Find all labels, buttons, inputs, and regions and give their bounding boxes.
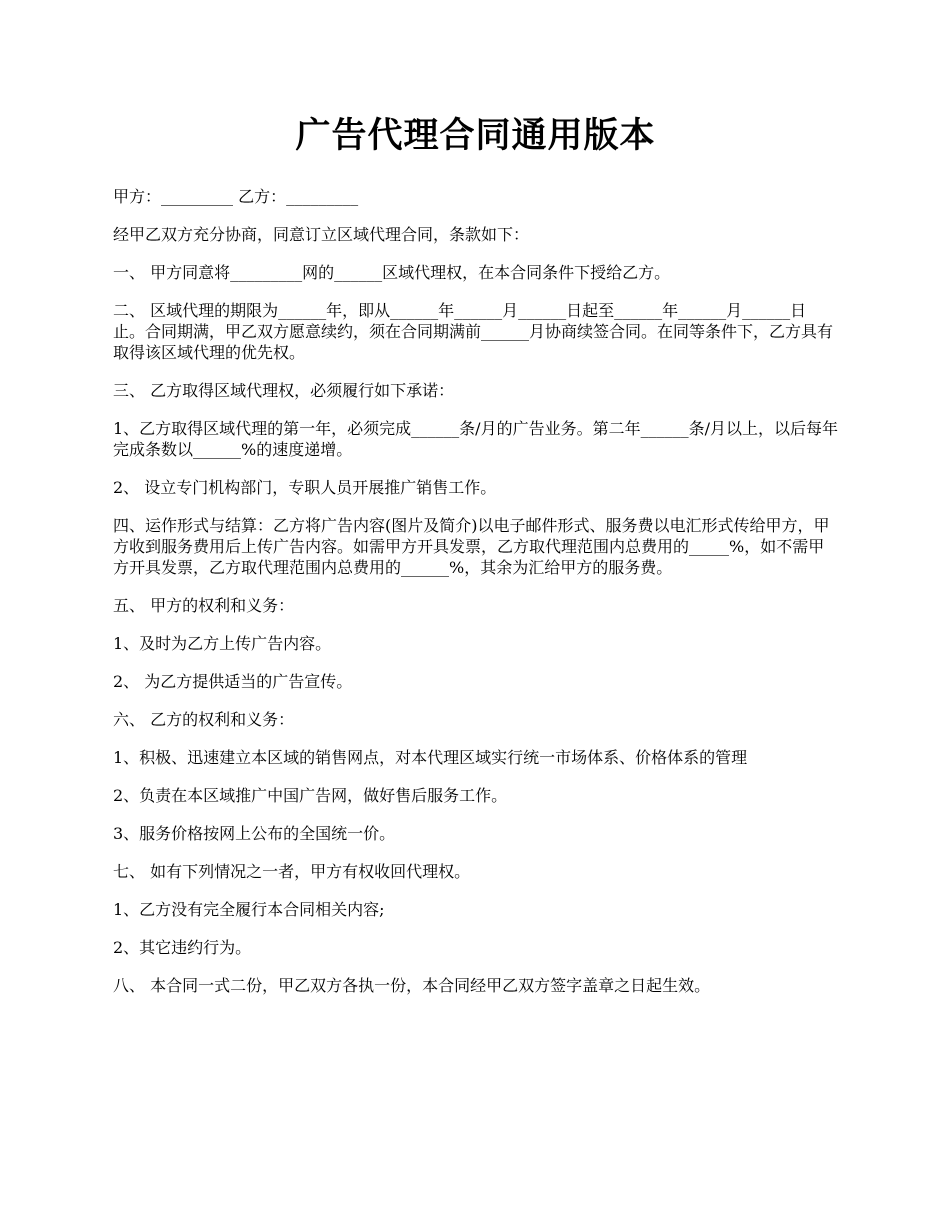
clause-3-item-2: 2、 设立专门机构部门，专职人员开展推广销售工作。 — [113, 478, 497, 497]
clause-5-item-2: 2、 为乙方提供适当的广告宣传。 — [113, 672, 353, 691]
clause-2: 二、 区域代理的期限为______年，即从______年______月______日起至______年______月______日止。合同期满，甲乙双方愿意续约，须在合同期满前______月协商续签合同。在同等条件下，乙方具有取得该区域代理的优先权。 — [113, 301, 834, 362]
clause-7-heading: 七、 如有下列情况之一者，甲方有权收回代理权。 — [113, 862, 471, 881]
clause-6-item-3: 3、服务价格按网上公布的全国统一价。 — [113, 824, 396, 843]
parties-line: 甲方：_________ 乙方：_________ — [113, 187, 359, 206]
clause-3-heading: 三、 乙方取得区域代理权，必须履行如下承诺： — [113, 381, 455, 400]
document-title: 广告代理合同通用版本 — [295, 115, 656, 156]
clause-7-item-1: 1、乙方没有完全履行本合同相关内容; — [113, 900, 385, 919]
clause-1: 一、 甲方同意将_________网的______区域代理权，在本合同条件下授给乙方。 — [113, 263, 671, 282]
clause-7-item-2: 2、其它违约行为。 — [113, 938, 252, 957]
clause-6-heading: 六、 乙方的权利和义务： — [113, 710, 295, 729]
clause-6-item-2: 2、负责在本区域推广中国广告网，做好售后服务工作。 — [113, 786, 508, 805]
intro-paragraph: 经甲乙双方充分协商，同意订立区域代理合同，条款如下： — [113, 225, 530, 244]
clause-6-item-1: 1、积极、迅速建立本区域的销售网点，对本代理区域实行统一市场体系、价格体系的管理 — [113, 748, 748, 767]
clause-5-heading: 五、 甲方的权利和义务： — [113, 596, 295, 615]
clause-8: 八、 本合同一式二份，甲乙双方各执一份，本合同经甲乙双方签字盖章之日起生效。 — [113, 976, 711, 995]
clause-3-item-1: 1、乙方取得区域代理的第一年，必须完成______条/月的广告业务。第二年______条/月以上，以后每年完成条数以______%的速度递增。 — [113, 419, 838, 459]
clause-5-item-1: 1、及时为乙方上传广告内容。 — [113, 634, 332, 653]
clause-4: 四、运作形式与结算：乙方将广告内容(图片及简介)以电子邮件形式、服务费以电汇形式传给甲方，甲方收到服务费用后上传广告内容。如需甲方开具发票，乙方取代理范围内总费用的_____%，如不需甲方开具发票，乙方取代理范围内总费用的______%，其余为汇给甲方的服务费。 — [113, 516, 830, 577]
